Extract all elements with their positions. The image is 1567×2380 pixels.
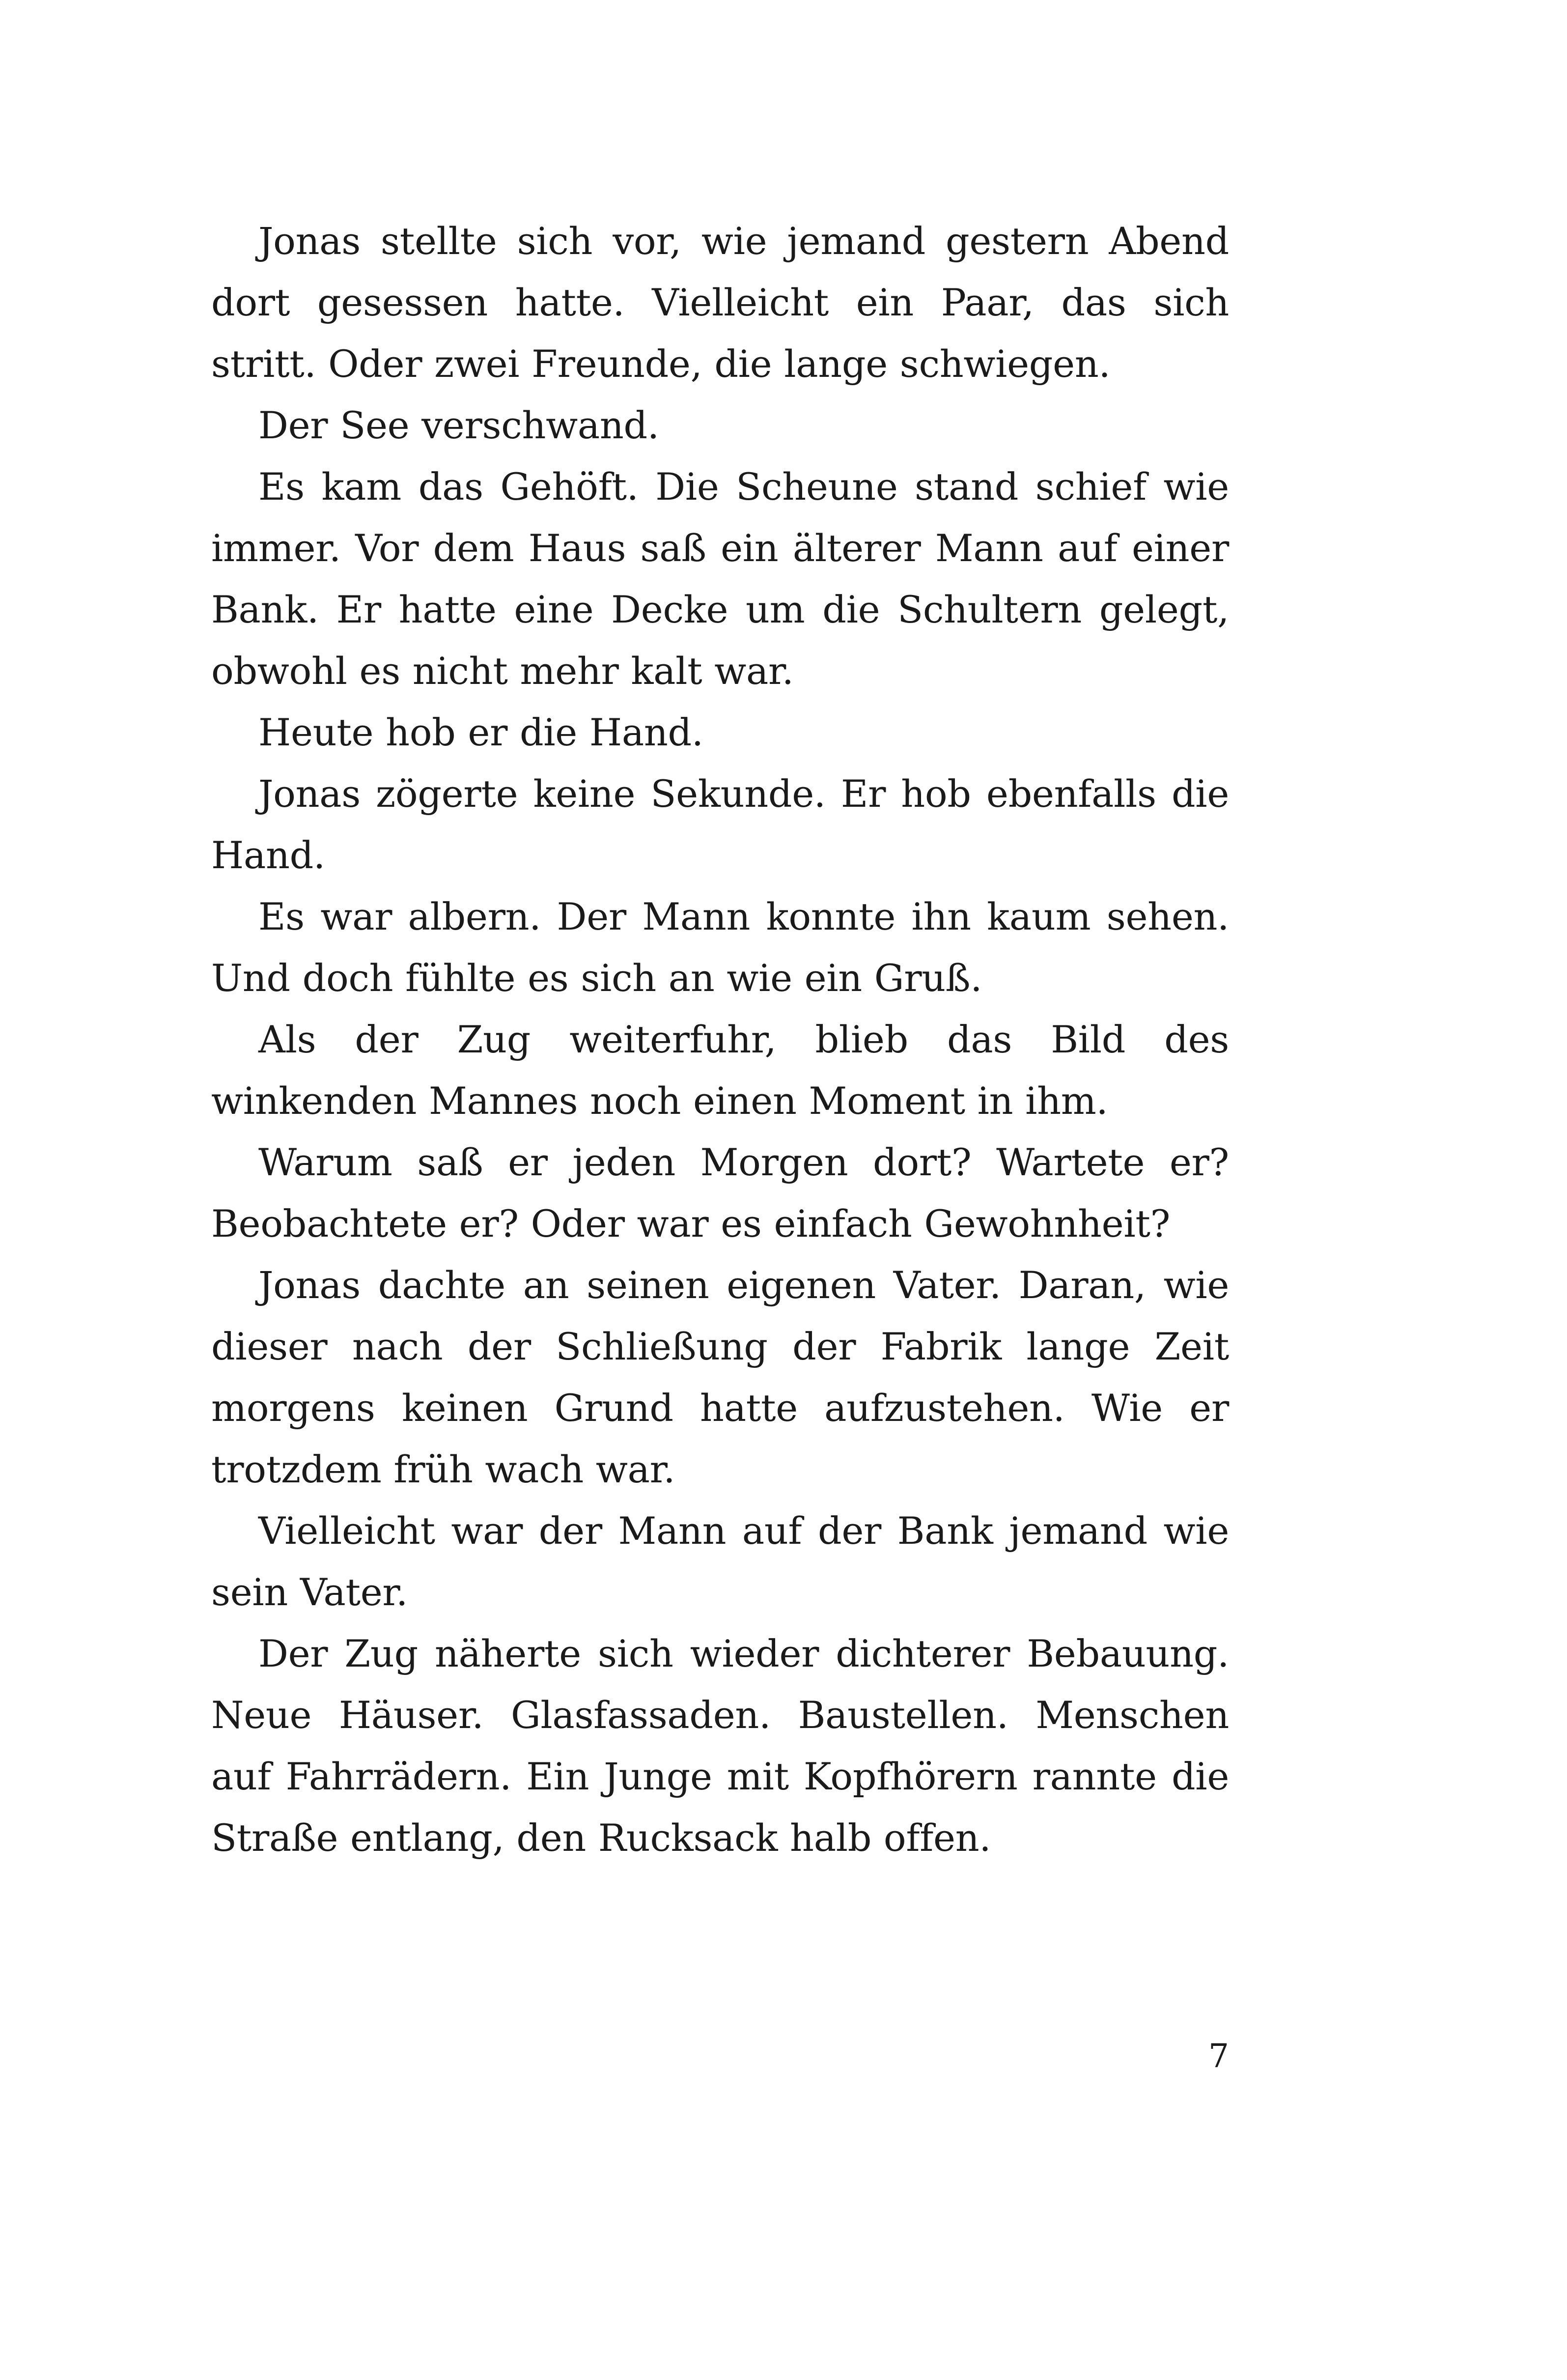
paragraph: Es kam das Gehöft. Die Scheune stand schief wie immer. Vor dem Haus saß ein älterer Mann auf einer Bank. Er hatte eine Decke um die Schultern gelegt, obwohl es nicht mehr kalt war. xyxy=(211,465,1229,693)
paragraph: Es war albern. Der Mann konnte ihn kaum sehen. Und doch fühlte es sich an wie ein Gruß. xyxy=(211,895,1229,1000)
paragraph: Jonas dachte an seinen eigenen Vater. Daran, wie dieser nach der Schließung der Fabrik lange Zeit morgens keinen Grund hatte aufzustehen. Wie er trotzdem früh wach war. xyxy=(211,1263,1229,1491)
paragraph: Der See verschwand. xyxy=(258,403,659,447)
page-number: 7 xyxy=(1208,2037,1229,2075)
paragraph: Vielleicht war der Mann auf der Bank jemand wie sein Vater. xyxy=(211,1509,1229,1614)
paragraph: Warum saß er jeden Morgen dort? Wartete er? Beobachtete er? Oder war es einfach Gewohnheit? xyxy=(211,1140,1229,1246)
paragraph: Jonas stellte sich vor, wie jemand gestern Abend dort gesessen hatte. Vielleicht ein Paar, das sich stritt. Oder zwei Freunde, die lange schwiegen. xyxy=(211,219,1229,386)
paragraph: Als der Zug weiterfuhr, blieb das Bild des winkenden Mannes noch einen Moment in ihm. xyxy=(211,1018,1229,1123)
paragraph: Jonas zögerte keine Sekunde. Er hob ebenfalls die Hand. xyxy=(211,772,1229,877)
paragraph: Heute hob er die Hand. xyxy=(258,710,703,754)
body-text xyxy=(211,210,1229,1869)
paragraph: Der Zug näherte sich wieder dichterer Bebauung. Neue Häuser. Glasfassaden. Baustellen. Menschen auf Fahrrädern. Ein Junge mit Kopfhörern rannte die Straße entlang, den Rucksack halb offen. xyxy=(211,1632,1229,1860)
